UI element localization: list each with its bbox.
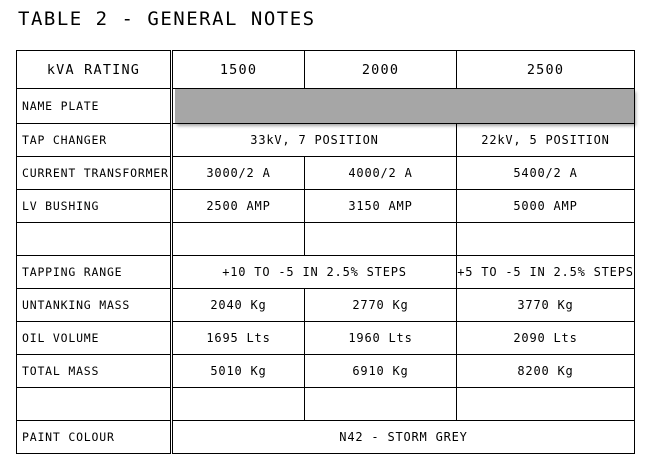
empty-row [17,223,635,256]
empty-cell [17,388,172,421]
current-transformer-1500: 3000/2 A [172,157,305,190]
name-plate-label: NAME PLATE [17,89,172,124]
table-row [17,89,635,124]
table-row [17,157,635,190]
untanking-mass-label: UNTANKING MASS [17,289,172,322]
table-row [17,289,635,322]
table-row [17,190,635,223]
tap-changer-1500-2000: 33kV, 7 POSITION [172,124,457,157]
paint-colour-label: PAINT COLOUR [17,421,172,454]
oil-volume-label: OIL VOLUME [17,322,172,355]
lv-bushing-label: LV BUSHING [17,190,172,223]
rating-1500-header: 1500 [172,51,305,89]
table-row [17,124,635,157]
table-row [17,322,635,355]
paint-colour-value: N42 - STORM GREY [172,421,635,454]
empty-cell [172,388,305,421]
tapping-range-label: TAPPING RANGE [17,256,172,289]
name-plate-cell [172,89,635,124]
table-title: TABLE 2 - GENERAL NOTES [18,8,316,30]
table-row [17,421,635,454]
total-mass-2500: 8200 Kg [457,355,635,388]
empty-row [17,388,635,421]
empty-cell [305,223,457,256]
table-row [17,355,635,388]
lv-bushing-1500: 2500 AMP [172,190,305,223]
untanking-mass-2500: 3770 Kg [457,289,635,322]
tapping-range-1500-2000: +10 TO -5 IN 2.5% STEPS [172,256,457,289]
general-notes-table [16,50,635,454]
empty-cell [457,388,635,421]
oil-volume-1500: 1695 Lts [172,322,305,355]
untanking-mass-1500: 2040 Kg [172,289,305,322]
empty-cell [17,223,172,256]
untanking-mass-2000: 2770 Kg [305,289,457,322]
oil-volume-2500: 2090 Lts [457,322,635,355]
total-mass-2000: 6910 Kg [305,355,457,388]
empty-cell [457,223,635,256]
total-mass-1500: 5010 Kg [172,355,305,388]
lv-bushing-2000: 3150 AMP [305,190,457,223]
current-transformer-2000: 4000/2 A [305,157,457,190]
rating-2500-header: 2500 [457,51,635,89]
oil-volume-2000: 1960 Lts [305,322,457,355]
empty-cell [172,223,305,256]
header-row [17,51,635,89]
kva-rating-header: kVA RATING [17,51,172,89]
name-plate-grey-band [175,89,634,123]
rating-2000-header: 2000 [305,51,457,89]
current-transformer-2500: 5400/2 A [457,157,635,190]
lv-bushing-2500: 5000 AMP [457,190,635,223]
total-mass-label: TOTAL MASS [17,355,172,388]
current-transformer-label: CURRENT TRANSFORMER [17,157,172,190]
tapping-range-2500: +5 TO -5 IN 2.5% STEPS [457,256,635,289]
empty-cell [305,388,457,421]
tap-changer-2500: 22kV, 5 POSITION [457,124,635,157]
tap-changer-label: TAP CHANGER [17,124,172,157]
table-row [17,256,635,289]
